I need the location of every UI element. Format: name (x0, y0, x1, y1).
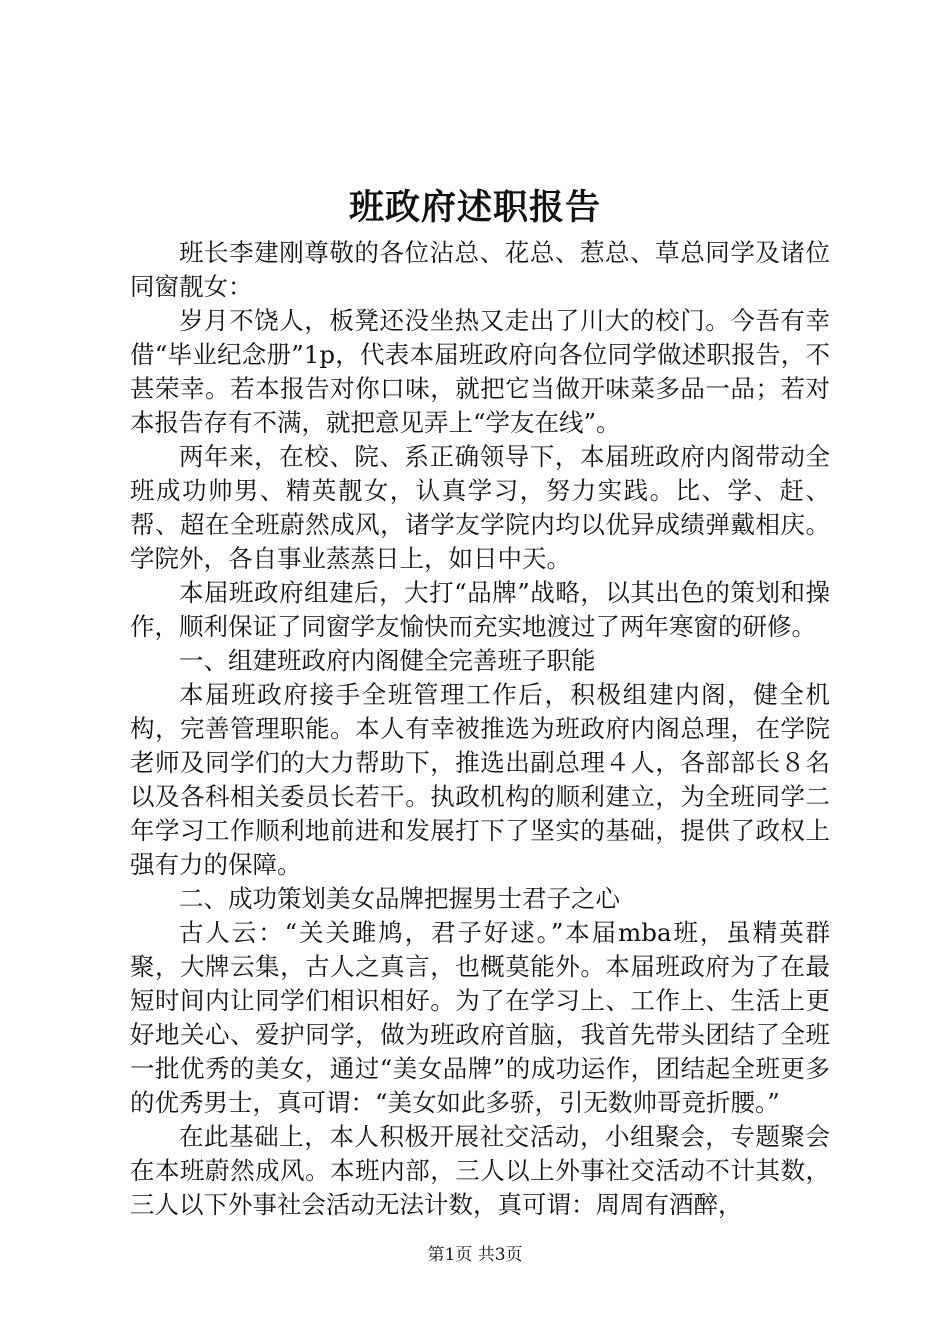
overview-paragraph: 两年来，在校、院、系正确领导下，本届班政府内阁带动全班成功帅男、精英靓女，认真学习，努力实践。比、学、赶、帮、超在全班蔚然成风，诸学友学院内均以优异成绩弹戴相庆。学院外，各自事业蒸蒸日上，如日中天。 (130, 442, 830, 573)
section-heading-1: 一、组建班政府内阁健全完善班子职能 (179, 646, 596, 675)
salutation-paragraph: 班长李建刚尊敬的各位沾总、花总、惹总、草总同学及诸位同窗靓女： (130, 238, 830, 301)
section-1-paragraph: 本届班政府接手全班管理工作后，积极组建内阁，健全机构，完善管理职能。本人有幸被推选为班政府内阁总理，在学院老师及同学们的大力帮助下，推选出副总理４人，各部部长８名以及各科相关委员长若干。执政机构的顺利建立，为全班同学二年学习工作顺利地前进和发展打下了坚实的基础，提供了政权上强有力的保障。 (130, 680, 830, 879)
intro-paragraph: 岁月不饶人，板凳还没坐热又走出了川大的校门。今吾有幸借“毕业纪念册”1p，代表本届班政府向各位同学做述职报告，不甚荣幸。若本报告对你口味，就把它当做开味菜多品一品；若对本报告存有不满，就把意见弄上“学友在线”。 (130, 306, 830, 437)
strategy-paragraph: 本届班政府组建后，大打“品牌”战略，以其出色的策划和操作，顺利保证了同窗学友愉快而充实地渡过了两年寒窗的研修。 (130, 578, 830, 641)
section-2-paragraph-1: 古人云：“关关雎鸠，君子好逑。”本届mba班，虽精英群聚，大牌云集，古人之真言，也概莫能外。本届班政府为了在最短时间内让同学们相识相好。为了在学习上、工作上、生活上更好地关心、爱护同学，做为班政府首脑，我首先带头团结了全班一批优秀的美女，通过“美女品牌”的成功运作，团结起全班更多的优秀男士，真可谓：“美女如此多骄，引无数帅哥竞折腰。” (130, 918, 830, 1117)
section-2-paragraph-2: 在此基础上，本人积极开展社交活动，小组聚会，专题聚会在本班蔚然成风。本班内部，三人以上外事社交活动不计其数，三人以下外事社会活动无法计数，真可谓：周周有酒醉， (130, 1122, 830, 1219)
document-title: 班政府述职报告 (348, 187, 601, 228)
document-body (130, 236, 830, 1222)
page-number-footer: 第1页 共3页 (427, 1245, 523, 1265)
section-heading-2: 二、成功策划美女品牌把握男士君子之心 (179, 884, 620, 913)
